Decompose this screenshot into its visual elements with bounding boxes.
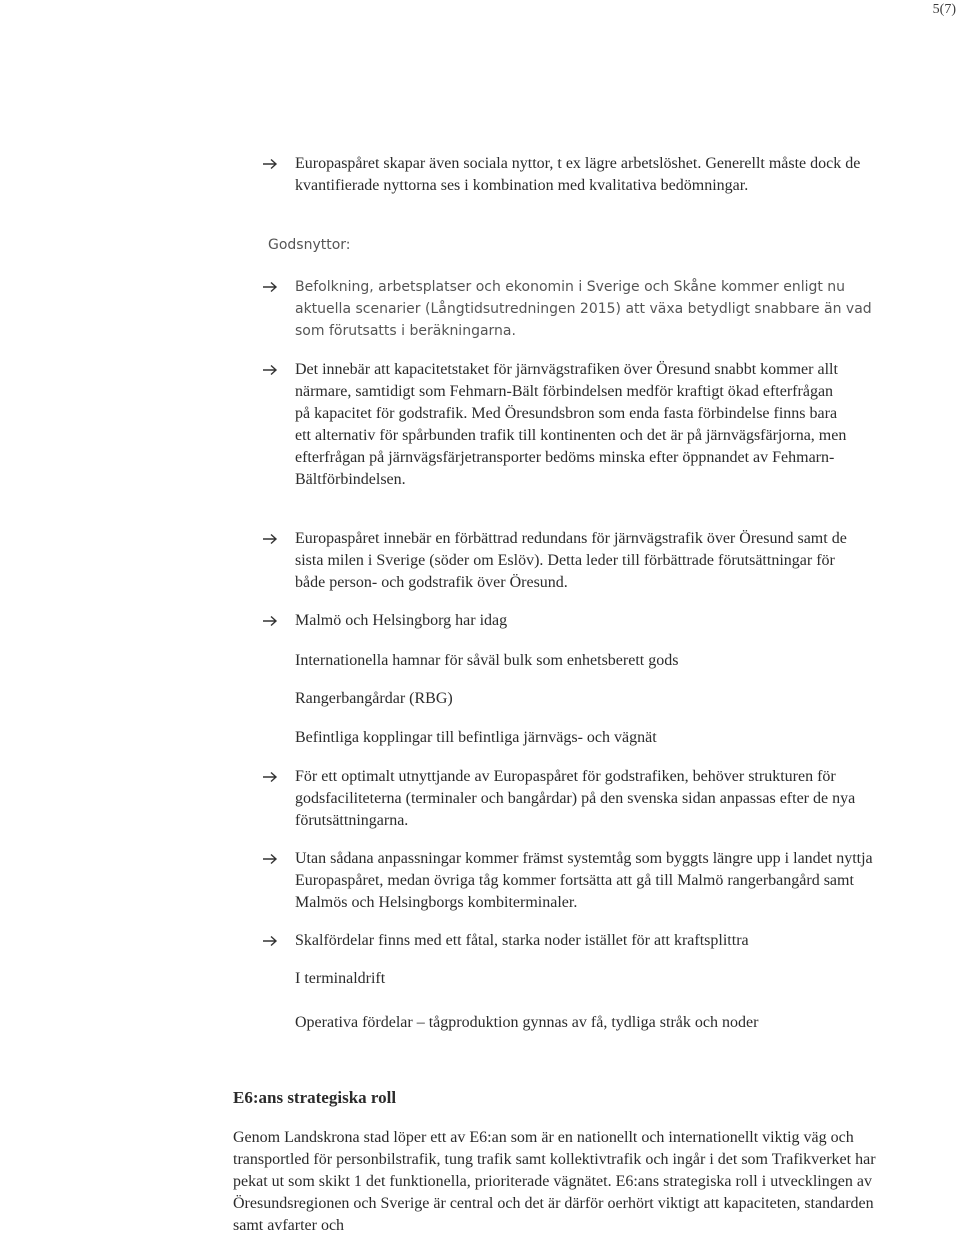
section-heading: E6:ans strategiska roll — [233, 1088, 397, 1107]
arrow-right-icon — [262, 533, 278, 545]
sub-kopplingar: Befintliga kopplingar till befintliga järnvägs- och vägnät — [295, 729, 657, 746]
bullet-befolkning — [262, 276, 882, 342]
godsnyttor-heading: Godsnyttor: — [268, 237, 351, 253]
bullet-text: Befolkning, arbetsplatser och ekonomin i Sverige och Skåne kommer enligt nu aktuella scenarier (Långtidsutredningen 2015) att växa betydligt snabbare än vad som förutsatts i beräkningarna. — [295, 279, 872, 339]
bullet-text: Europaspåret innebär en förbättrad redundans för järnvägstrafik över Öresund samt de sista milen i Sverige (söder om Eslöv). Detta leder till förbättrade förutsättningar för både person- och godstrafik över Öresund. — [295, 530, 847, 591]
sub-rangerbangardar: Rangerbangårdar (RBG) — [295, 690, 453, 707]
bullet-redundans — [262, 528, 852, 594]
bullet-text: Utan sådana anpassningar kommer främst systemtåg som byggts längre upp i landet nyttja Europaspåret, medan övriga tåg kommer fortsätta att gå till Malmö rangerbangård samt Malmös och Helsingborgs kombiterminaler. — [295, 850, 873, 911]
sub-operativa-fordelar: Operativa fördelar – tågproduktion gynnas av få, tydliga stråk och noder — [295, 1014, 759, 1031]
bullet-skalfordelar — [262, 930, 882, 952]
sub-hamnar: Internationella hamnar för såväl bulk som enhetsberett gods — [295, 652, 679, 669]
arrow-right-icon — [262, 853, 278, 865]
arrow-right-icon — [262, 771, 278, 783]
sub-terminaldrift: I terminaldrift — [295, 970, 386, 987]
bullet-sociala-nyttor — [262, 153, 882, 197]
bullet-text: Malmö och Helsingborg har idag — [295, 612, 508, 629]
bullet-optimalt-utnyttjande — [262, 766, 862, 832]
bullet-text: För ett optimalt utnyttjande av Europaspåret för godstrafiken, behöver strukturen för godsfaciliteterna (terminaler och bangårdar) på den svenska sidan anpassas efter de nya förutsättningarna. — [295, 768, 856, 829]
section-body: Genom Landskrona stad löper ett av E6:an som är en nationellt och internationellt viktig väg och transportled för personbilstrafik, tung trafik samt kollektivtrafik och ingår i det som Trafikverket har pekat ut som skikt 1 det funktionella, prioriterade vägnätet. E6:ans strategiska roll i utvecklingen av Öresundsregionen och Sverige är central och det är därför oerhört viktigt att kapaciteten, standarden samt avfarter och — [233, 1129, 876, 1234]
arrow-right-icon — [262, 935, 278, 947]
arrow-right-icon — [262, 281, 278, 293]
bullet-text: Det innebär att kapacitetstaket för järnvägstrafiken över Öresund snabbt kommer allt närmare, samtidigt som Fehmarn-Bält förbindelsen medför kraftigt ökad efterfrågan på kapacitet för godstrafik. Med Öresundsbron som enda fasta förbindelse finns bara ett alternativ för spårbunden trafik till kontinenten och det är på järnvägsfärjorna, men efterfrågan på järnvägsfärjetransporter bedöms minska efter öppnandet av Fehmarn-Bältförbindelsen. — [295, 361, 847, 488]
arrow-right-icon — [262, 364, 278, 376]
arrow-right-icon — [262, 615, 278, 627]
arrow-right-icon — [262, 158, 278, 170]
bullet-utan-anpassningar — [262, 848, 882, 914]
bullet-text: Europaspåret skapar även sociala nyttor, t ex lägre arbetslöshet. Generellt måste dock de kvantifierade nyttorna ses i kombination med kvalitativa bedömningar. — [295, 155, 861, 194]
bullet-malmo-helsingborg — [262, 610, 882, 632]
page-number: 5(7) — [932, 2, 956, 17]
bullet-kapacitetstak — [262, 359, 852, 491]
bullet-text: Skalfördelar finns med ett fåtal, starka noder istället för att kraftsplittra — [295, 932, 749, 949]
